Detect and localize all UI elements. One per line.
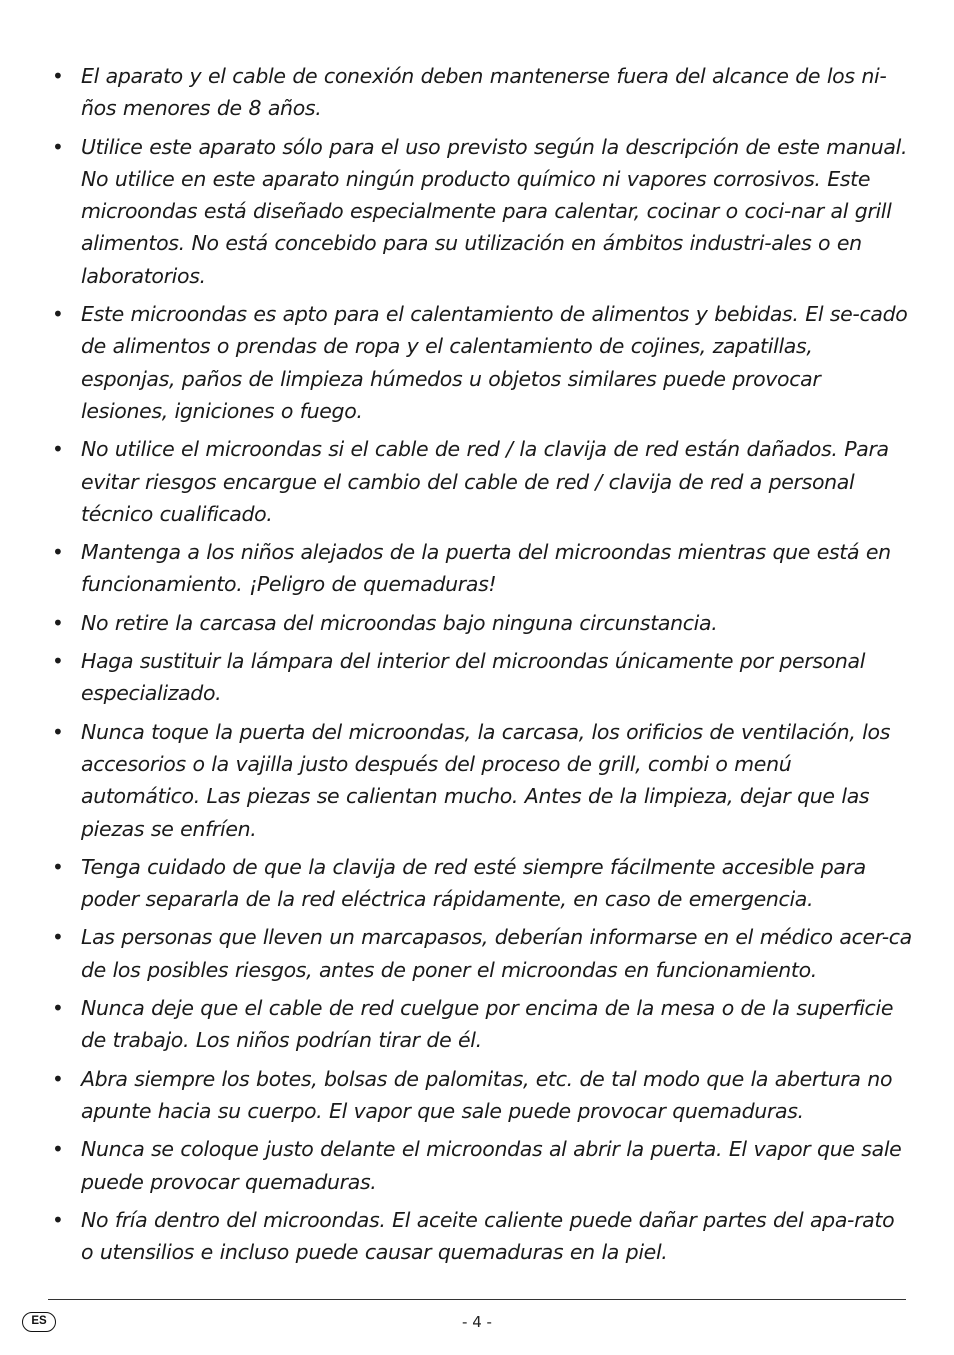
bullet-icon: • (52, 610, 64, 635)
bullet-icon: • (52, 1137, 64, 1162)
bullet-icon: • (52, 996, 64, 1021)
list-item (52, 607, 912, 639)
bullet-icon: • (52, 64, 64, 88)
list-item (52, 716, 912, 845)
list-item-text: Las personas que lleven un marcapasos, deberían informarse en el médico acer-ca de los posibles riesgos, antes de poner el microondas en funcionamiento. (81, 925, 912, 982)
list-item-text: Nunca deje que el cable de red cuelgue por encima de la mesa o de la superficie de trabajo. Los niños podrían tirar de él. (81, 996, 894, 1053)
list-item (52, 536, 912, 601)
list-item (52, 433, 912, 530)
bullet-icon: • (52, 925, 64, 950)
page-number: - 4 - (462, 1313, 492, 1331)
list-item-text: No fría dentro del microondas. El aceite caliente puede dañar partes del apa-rato o utensilios e incluso puede causar quemaduras en la piel. (81, 1207, 895, 1265)
list-item (52, 131, 912, 292)
list-item (52, 851, 912, 916)
list-item-text: Abra siempre los botes, bolsas de palomitas, etc. de tal modo que la abertura no apunte hacia su cuerpo. El vapor que sale puede provocar quemaduras. (81, 1066, 893, 1123)
list-item-text: Nunca se coloque justo delante el microondas al abrir la puerta. El vapor que sale puede provocar quemaduras. (81, 1137, 902, 1194)
bullet-icon: • (52, 1207, 64, 1232)
bullet-icon: • (52, 302, 64, 327)
list-item-text: No retire la carcasa del microondas bajo ninguna circunstancia. (81, 610, 718, 635)
list-item (52, 1133, 912, 1198)
list-item (52, 921, 912, 986)
list-item (52, 1063, 912, 1128)
list-item (52, 992, 912, 1057)
bullet-icon: • (52, 540, 64, 565)
list-item-text: Este microondas es apto para el calentamiento de alimentos y bebidas. El se-cado de alimentos o prendas de ropa y el calentamiento de cojines, zapatillas, esponjas, paños de limpieza húmedos u objetos similares puede provocar lesiones, igniciones o fuego. (81, 302, 908, 423)
bullet-icon: • (52, 854, 64, 879)
list-item-text: Tenga cuidado de que la clavija de red esté siempre fácilmente accesible para poder separarla de la red eléctrica rápidamente, en caso de emergencia. (81, 854, 866, 912)
footer-divider (48, 1299, 906, 1300)
list-item-text: Nunca toque la puerta del microondas, la carcasa, los orificios de ventilación, los accesorios o la vajilla justo después del proceso de grill, combi o menú automático. Las piezas se calientan mucho. Antes de la limpieza, dejar que las piezas se enfríen. (81, 719, 891, 841)
list-item (52, 1204, 912, 1269)
bullet-icon: • (52, 134, 64, 159)
list-item-text: No utilice el microondas si el cable de red / la clavija de red están dañados. Para evitar riesgos encargue el cambio del cable de red / clavija de red a personal técnico cualificado. (81, 437, 889, 526)
list-item-text: El aparato y el cable de conexión deben mantenerse fuera del alcance de los ni-ños menores de 8 años. (81, 64, 887, 121)
language-badge: ES (22, 1312, 56, 1332)
bullet-icon: • (52, 719, 64, 744)
list-item-text: Utilice este aparato sólo para el uso previsto según la descripción de este manual. No utilice en este aparato ningún producto químico ni vapores corrosivos. Este microondas está diseñado especialmente para calentar, cocinar o coci-nar al grill alimentos. No está concebido para su utilización en ámbitos industri-ales o en laboratorios. (81, 134, 908, 288)
bullet-icon: • (52, 1066, 64, 1091)
list-item (52, 60, 912, 125)
safety-instructions-list (52, 60, 912, 1274)
list-item-text: Mantenga a los niños alejados de la puerta del microondas mientras que está en funcionamiento. ¡Peligro de quemaduras! (81, 540, 891, 597)
bullet-icon: • (52, 649, 64, 674)
list-item (52, 645, 912, 710)
bullet-icon: • (52, 437, 64, 462)
list-item (52, 298, 912, 427)
list-item-text: Haga sustituir la lámpara del interior del microondas únicamente por personal especializado. (81, 649, 866, 706)
